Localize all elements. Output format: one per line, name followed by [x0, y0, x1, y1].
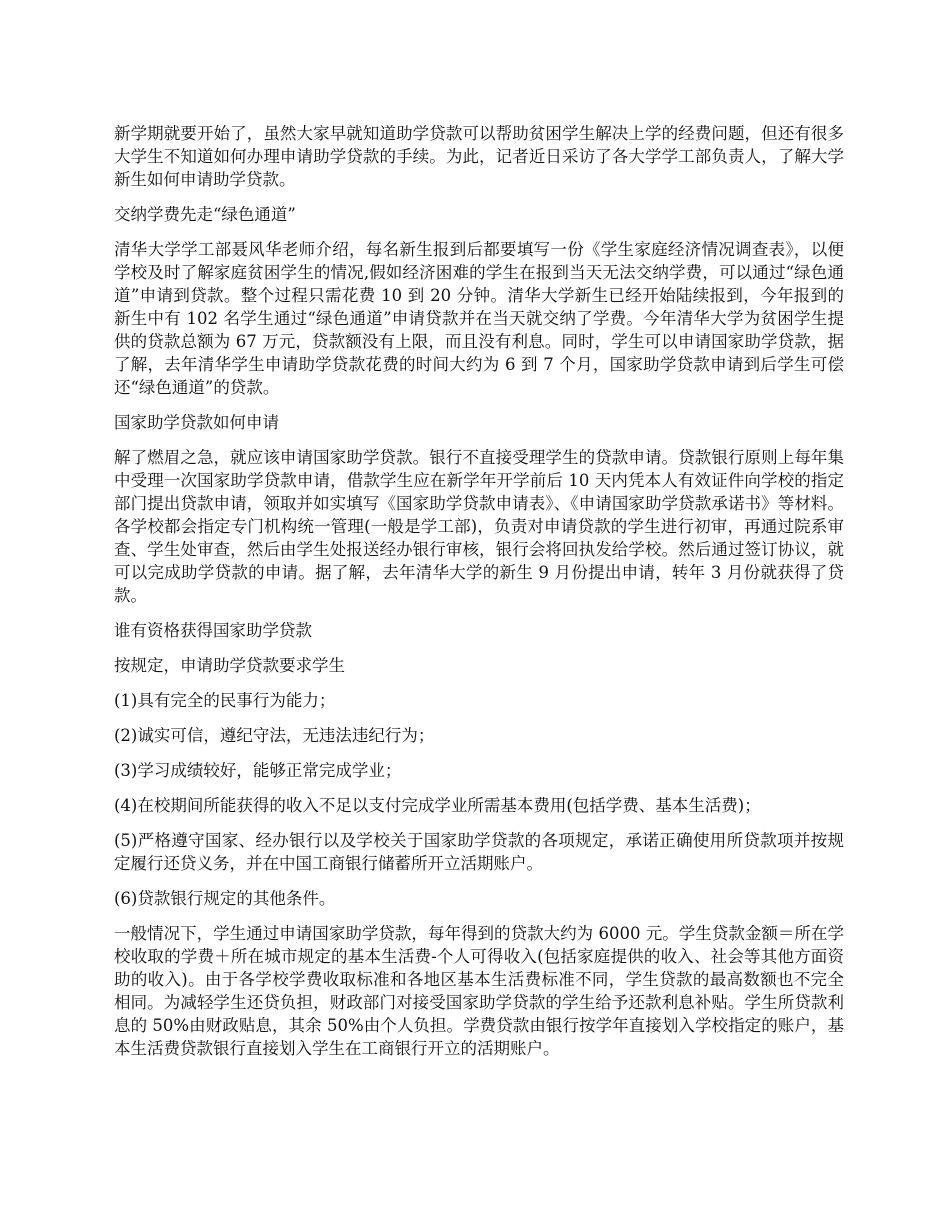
- section-heading-green-channel: 交纳学费先走“绿色通道”: [114, 205, 296, 224]
- eligibility-item: (5)严格遵守国家、经办银行以及学校关于国家助学贷款的各项规定，承诺正确使用所贷款项并按规定履行还贷义务，并在中国工商银行储蓄所开立活期账户。: [114, 831, 844, 873]
- eligibility-item: (1)具有完全的民事行为能力；: [114, 691, 336, 710]
- green-channel-paragraph: 清华大学学工部聂风华老师介绍，每名新生报到后都要填写一份《学生家庭经济情况调查表》，以便学校及时了解家庭贫困学生的情况,假如经济困难的学生在报到当天无法交纳学费，可以通过“绿色通道”申请到贷款。整个过程只需花费 10 到 20 分钟。清华大学新生已经开始陆续报到，今年报到的新生中有 102 名学生通过“绿色通道”申请贷款并在当天就交纳了学费。今年清华大学为贫困学生提供的贷款总额为 67 万元，贷款额没有上限，而且没有利息。同时，学生可以申请国家助学贷款，据了解，去年清华学生申请助学贷款花费的时间大约为 6 到 7 个月，国家助学贷款申请到后学生可偿还“绿色通道”的贷款。: [114, 240, 844, 397]
- loan-amount-paragraph: 一般情况下，学生通过申请国家助学贷款，每年得到的贷款大约为 6000 元。学生贷款金额＝所在学校收取的学费＋所在城市规定的基本生活费-个人可得收入(包括家庭提供的收入、社会等其他方面资助的收入)。由于各学校学费收取标准和各地区基本生活费标准不同，学生贷款的最高数额也不完全相同。为减轻学生还贷负担，财政部门对接受国家助学贷款的学生给予还款利息补贴。学生所贷款利息的 50%由财政贴息，其余 50%由个人负担。学费贷款由银行按学年直接划入学校指定的账户，基本生活费贷款银行直接划入学生在工商银行开立的活期账户。: [114, 924, 844, 1058]
- how-to-apply-paragraph: 解了燃眉之急，就应该申请国家助学贷款。银行不直接受理学生的贷款申请。贷款银行原则上每年集中受理一次国家助学贷款申请，借款学生应在新学年开学前后 10 天内凭本人有效证件向学校的指定部门提出贷款申请，领取并如实填写《国家助学贷款申请表》、《申请国家助学贷款承诺书》等材料。各学校都会指定专门机构统一管理(一般是学工部)，负责对申请贷款的学生进行初审，再通过院系审查、学生处审查，然后由学生处报送经办银行审核，银行会将回执发给学校。然后通过签订协议，就可以完成助学贷款的申请。据了解，去年清华大学的新生 9 月份提出申请，转年 3 月份就获得了贷款。: [114, 448, 844, 605]
- eligibility-intro: 按规定，申请助学贷款要求学生: [114, 656, 345, 675]
- intro-paragraph: 新学期就要开始了，虽然大家早就知道助学贷款可以帮助贫困学生解决上学的经费问题，但还有很多大学生不知道如何办理申请助学贷款的手续。为此，记者近日采访了各大学学工部负责人，了解大学新生如何申请助学贷款。: [114, 124, 844, 189]
- eligibility-item: (6)贷款银行规定的其他条件。: [114, 889, 336, 908]
- eligibility-item: (2)诚实可信，遵纪守法，无违法违纪行为；: [114, 726, 435, 745]
- section-heading-eligibility: 谁有资格获得国家助学贷款: [114, 621, 312, 640]
- document-body: [114, 122, 844, 1072]
- section-heading-how-to-apply: 国家助学贷款如何申请: [114, 413, 279, 432]
- eligibility-item: (3)学习成绩较好，能够正常完成学业；: [114, 761, 402, 780]
- eligibility-item: (4)在校期间所能获得的收入不足以支付完成学业所需基本费用(包括学费、基本生活费)；: [114, 796, 761, 815]
